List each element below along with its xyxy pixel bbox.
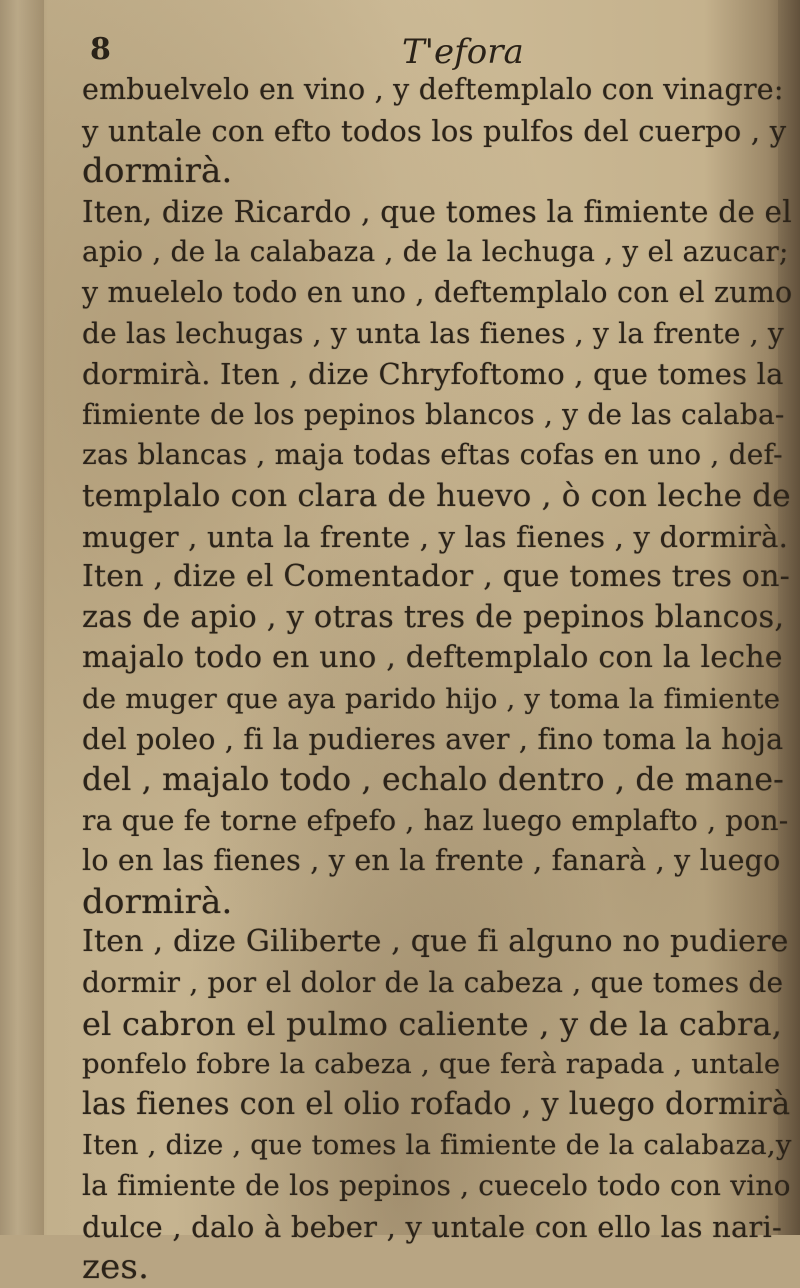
text-line: fimiente de los pepinos blancos , y de las calaba- bbox=[82, 397, 785, 431]
text-line: templalo con clara de huevo , ò con leche de bbox=[82, 477, 791, 514]
text-line: Iten , dize el Comentador , que tomes tres on- bbox=[82, 559, 790, 595]
text-line: muger , unta la frente , y las fienes , y dormirà. bbox=[82, 519, 789, 554]
text-line: y untale con efto todos los pulfos del cuerpo , y bbox=[82, 113, 787, 148]
text-line: dormirà. Iten , dize Chryfoftomo , que tomes la bbox=[82, 357, 784, 392]
signature-mark: T'efora bbox=[402, 32, 524, 72]
page-number: 8 bbox=[90, 32, 111, 67]
text-line: de muger que aya parido hijo , y toma la fimiente bbox=[82, 682, 781, 715]
page-left-edge bbox=[0, 0, 44, 1235]
text-line: ra que fe torne efpefo , haz luego emplafto , pon- bbox=[82, 803, 789, 837]
text-line: del , majalo todo , echalo dentro , de mane- bbox=[82, 762, 785, 799]
text-line: Iten , dize Giliberte , que fi alguno no pudiere bbox=[82, 924, 789, 960]
text-line: dulce , dalo à beber , y untale con ello las nari- bbox=[82, 1209, 782, 1244]
text-line: el cabron el pulmo caliente , y de la cabra, bbox=[82, 1004, 783, 1043]
text-line: zes. bbox=[82, 1247, 150, 1288]
text-line: lo en las fienes , y en la frente , fanarà , y luego bbox=[82, 844, 781, 878]
text-line: ponfelo fobre la cabeza , que ferà rapada , untale bbox=[82, 1048, 781, 1081]
text-line: zas blancas , maja todas eftas cofas en uno , def- bbox=[82, 438, 783, 472]
text-line: Iten, dize Ricardo , que tomes la fimiente de el bbox=[82, 194, 792, 229]
text-line: y muelelo todo en uno , deftemplalo con el zumo bbox=[82, 275, 793, 309]
text-line: dormir , por el dolor de la cabeza , que tomes de bbox=[82, 966, 784, 1000]
text-line: zas de apio , y otras tres de pepinos blancos, bbox=[82, 599, 785, 635]
text-line: del poleo , fi la pudieres aver , fino toma la hoja bbox=[82, 722, 784, 756]
body-text bbox=[82, 70, 792, 1288]
text-line: Iten , dize , que tomes la fimiente de la calabaza,y bbox=[82, 1129, 792, 1162]
text-line: embuelvelo en vino , y deftemplalo con vinagre: bbox=[82, 73, 784, 106]
text-line: las fienes con el olio rofado , y luego dormirà bbox=[82, 1086, 791, 1122]
text-line: dormirà. bbox=[82, 151, 233, 192]
text-line: de las lechugas , y unta las fienes , y la frente , y bbox=[82, 316, 784, 350]
text-line: majalo todo en uno , deftemplalo con la leche bbox=[82, 640, 783, 676]
text-line: apio , de la calabaza , de la lechuga , y el azucar; bbox=[82, 235, 789, 269]
text-line: dormirà. bbox=[82, 881, 233, 922]
text-line: la fimiente de los pepinos , cuecelo todo con vino bbox=[82, 1169, 791, 1203]
